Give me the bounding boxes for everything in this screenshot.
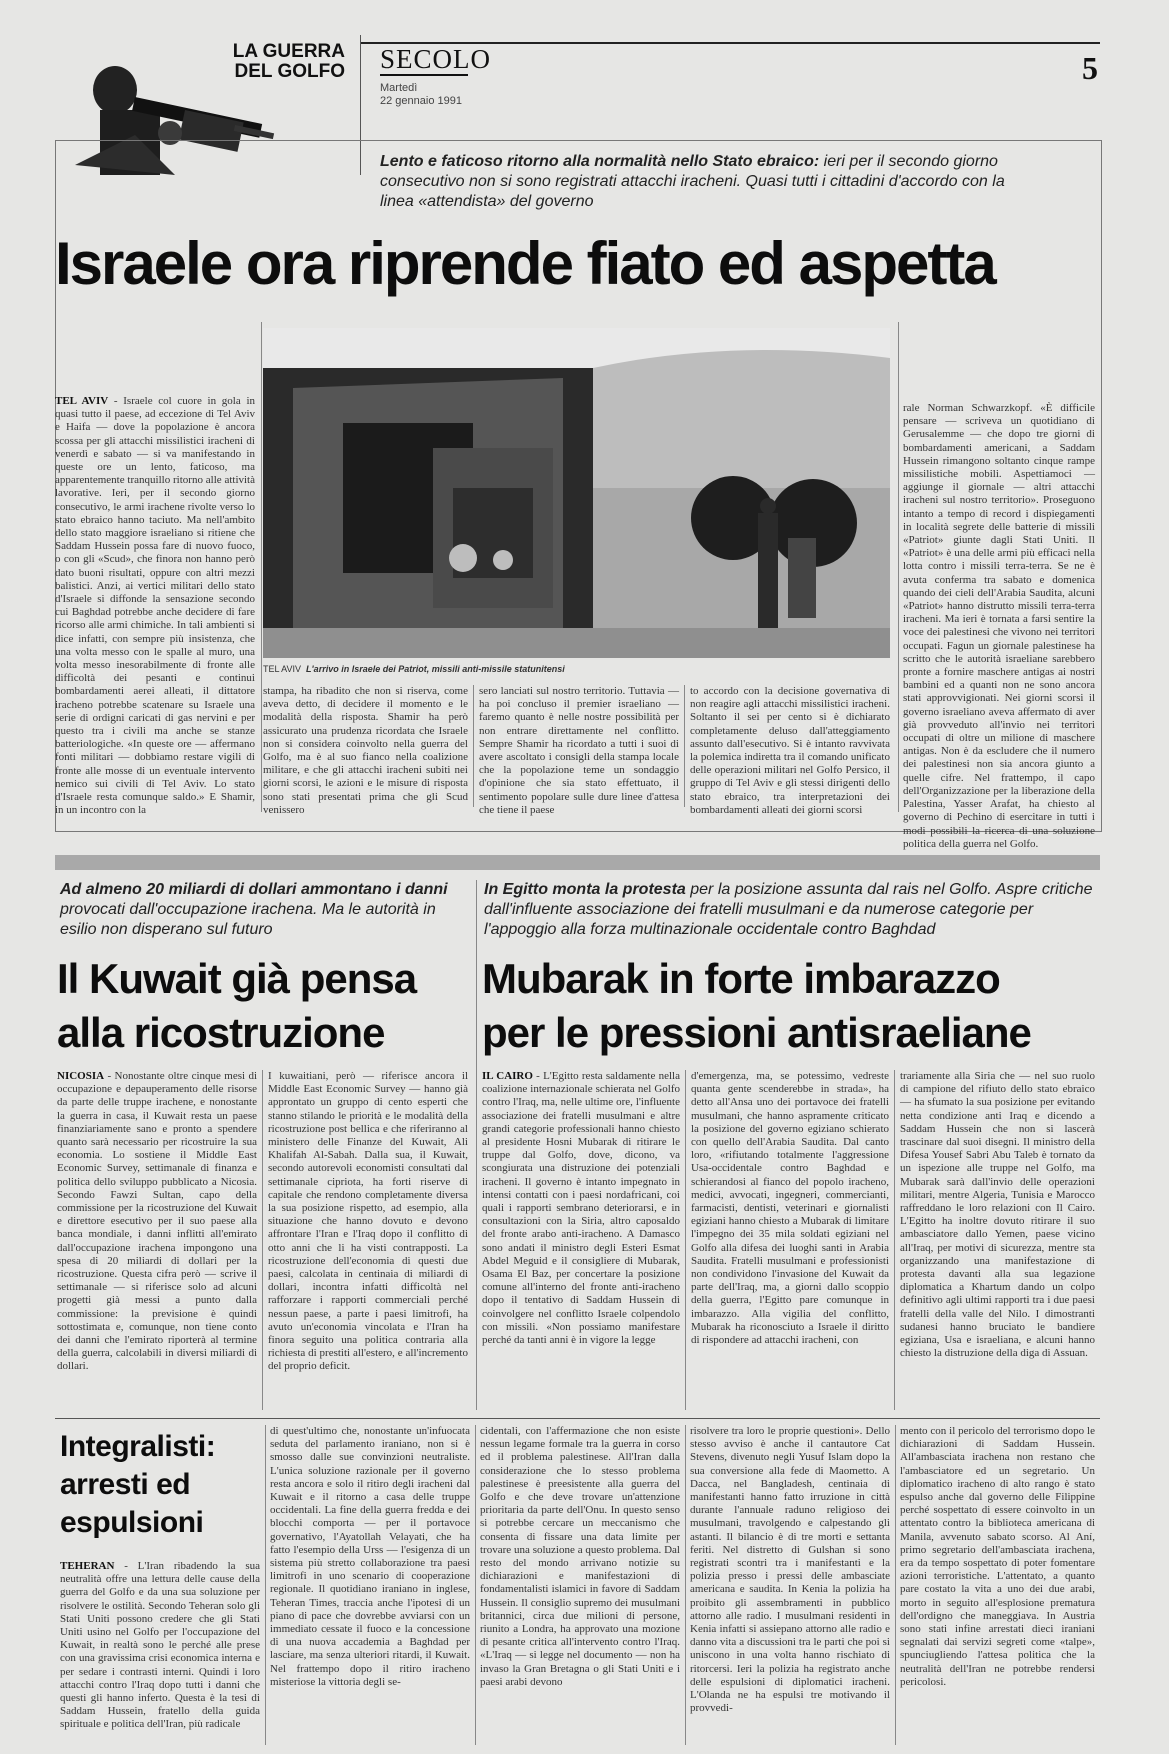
date-full: 22 gennaio 1991 — [380, 95, 462, 107]
kuwait-headline-line1: Il Kuwait già pensa — [57, 955, 417, 1002]
lead-col-3 — [479, 685, 679, 816]
lead-subhead-bold: Lento e faticoso ritorno alla normalità nello Stato ebraico: — [380, 153, 820, 170]
iran-col-2-text: di quest'ultimo che, nonostante un'infuocata seduta del parlamento iraniano, non si è smosso dalle sue convinzioni neutraliste. L'unica soluzione razionale per il governo resta ancora e solo il ritiro degli iracheni dal Kuwait e il ritorno a casa delle truppe occidentali. La fine della guerra fredda e dei blocchi comporta — per il portavoce governativo, l'Ayatollah Velayati, che ha fatto l'esempio della Urss — l'esigenza di un sistema più stretto collaborazione tra paesi limitrofi in uno scenario di cooperazione regionale. Il quotidiano iraniano in inglese, Teheran Times, traccia anche l'ipotesi di un piano di pace che dovrebbe avviarsi con un immediato cessate il fuoco e la concessione di una nuova accademia a Baghdad per lasciare, ma senza ulteriori ritardi, il Kuwait. Nel frattempo dopo il ritiro iracheno misteriose la vittoria degli se- — [270, 1425, 470, 1688]
patriot-illustration — [263, 328, 890, 658]
lead-vrule-2 — [473, 685, 474, 807]
egypt-vrule-2 — [894, 1070, 895, 1410]
lead-headline: Israele ora riprende fiato ed aspetta — [55, 230, 995, 297]
iran-vrule-1 — [265, 1425, 266, 1745]
lead-col-1 — [55, 395, 256, 817]
kuwait-col-2-text: I kuwaitiani, però — riferisce ancora il Middle East Economic Survey — hanno già approntato un gruppo di cento esperti che stanno stilando le priorità e le modalità della ricostruzione post bellica e che riferiranno al ministero delle Finanze del Kuwait, Ali Khalifah Al-Sabah. Dalla sua, il Kuwait, secondo autorevoli economisti consultati dal settimanale cipriota, ha forti riserve di capitale che rendono completamente diversa la sua posizione rispetto, ad esempio, alla situazione che hanno dovuto e devono affrontare l'Iran e l'Iraq dopo il conflitto di otto anni che li ha visti contrapposti. La ricostruzione dell'economia di questi due paesi, calcolata in centinaia di miliardi di dollari, incontra infatti difficoltà nel rafforzare i rapporti commerciali perché nessun paese, a parte i paesi limitrofi, ha avuto un'economia vincolata e l'Iran ha finora seguito una politica contraria alla richiesta di prestiti all'estero, e all'incremento del proprio deficit. — [268, 1070, 468, 1373]
lead-col-2 — [263, 685, 468, 816]
egypt-kicker-rest: per la posizione assunta dal rais nel Golfo. Aspre critiche dall'influente associazione dei fratelli musulmani e da numerose categorie per l'appoggio alla forza multinazionale occidentale contro Baghdad — [484, 881, 1093, 938]
kuwait-headline-line2: alla ricostruzione — [57, 1009, 385, 1056]
iran-vrule-3 — [685, 1425, 686, 1745]
kuwait-col-1-text: - Nonostante oltre cinque mesi di occupazione e depauperamento delle risorse da parte delle truppe irachene, e nonostante la guerra in casa, il Kuwait resta un paese finanziariamente sano e pronto a spendere quanto sarà necessario per ricostruire la sua economia. Lo sostiene il Middle East Economic Survey, settimanale di finanza e politica dello sviluppo pubblicato a Nicosia. Secondo Fawzi Sultan, capo della commissione per la ricostruzione del Kuwait e direttore esecutivo per il suo paese alla banca mondiale, i danni inflitti all'emirato dall'occupazione irachena impongono una spesa di 20 miliardi di dollari per la ricostruzione. Questa cifra però — scrive il settimanale — si riferisce solo ad alcuni progetti già messi a punto dalla commissione: la previsione è quindi sottostimata e, comunque, non tiene conto dei danni che l'emirato riporterà al termine della guerra, calcolabili in diversi miliardi di dollari. — [57, 1070, 257, 1373]
lead-col-4-text: to accordo con la decisione governativa di non reagire agli attacchi missilistici iracheni. Soltanto il sei per cento si è dichiarato completamente deluso dall'atteggiamento assunto dall'esecutivo. Si è intanto ravvivata la polemica indiretta tra il comando unificato delle operazioni militari nel Golfo Persico, il gruppo di Tel Aviv e gli stessi dirigenti dello stato ebraico, tra interpretazioni dei bombardamenti alleati dei giorni scorsi — [690, 685, 890, 816]
egypt-headline-line1: Mubarak in forte imbarazzo — [482, 955, 1000, 1002]
lead-subhead-rest: ieri per il secondo giorno consecutivo non si sono registrati attacchi iracheni. Quasi tutti i cittadini d'accordo con la linea «attendista» del governo — [380, 153, 1005, 210]
kuwait-col-1 — [57, 1070, 257, 1410]
iran-col-3 — [480, 1425, 680, 1745]
egypt-vrule-1 — [685, 1070, 686, 1410]
lead-col-3-text: sero lanciati sul nostro territorio. Tuttavia — ha poi concluso il premier israeliano — faremo quanto è nelle nostre possibilità per non entrare direttamente nel conflitto. Sempre Shamir ha ricordato a tutti i suoi di avere ascoltato i consigli della stampa locale che la popolazione teme un sondaggio d'opinione che sia stato effettuato, il sentimento popolare sulle dure linee d'attesa che tiene il paese — [479, 685, 679, 816]
masthead-rule — [380, 74, 468, 76]
masthead-logo: SECOLO — [380, 44, 492, 74]
issue-date — [380, 82, 462, 108]
lead-dateline: TEL AVIV — [55, 395, 109, 407]
egypt-col-1 — [482, 1070, 680, 1410]
lead-col-4 — [690, 685, 890, 816]
egypt-dateline: IL CAIRO — [482, 1070, 533, 1082]
iran-vrule-4 — [895, 1425, 896, 1745]
lead-subhead — [380, 152, 1020, 212]
kuwait-col-2 — [268, 1070, 468, 1410]
egypt-headline-line2: per le pressioni antisraeliane — [482, 1009, 1031, 1056]
egypt-col-3-text: trariamente alla Siria che — nel suo ruolo di campione del rifiuto dello stato ebraico — ha sfumato la sua posizione per evitando netta condizione anti Iraq e dicendo a Saddam Hussein che non si lascerà trascinare dal suoi disegni. Il ministro della Difesa Yousef Sabri Abu Taleb è tornato da un ispezione alle truppe nel Golfo, ma Mubarak sarà dall'invio delle operazioni militari, mentre Algeria, Tunisia e Marocco raffreddano le loro relazioni con Il Cairo. L'Egitto ha inoltre dovuto ritirare il suo ambasciatore dallo Yemen, paese vicino all'Iraq, per motivi di sicurezza, mentre sta organizzando una manifestazione di protesta davanti alla sua legazione diplomatica a Khartum dando un colpo definitivo agli ultimi rapporti tra i due paesi fratelli della valle del Nilo. I dimostranti sudanesi hanno bruciato le bandiere egiziana, Usa e israeliana, e alcuni hanno chiesto la distruzione della diga di Assuan. — [900, 1070, 1095, 1360]
section-kicker — [230, 42, 345, 82]
egypt-headline — [482, 952, 1097, 1060]
lead-vrule-3 — [684, 685, 685, 807]
iran-col-1 — [60, 1560, 260, 1745]
lead-vrule-5 — [898, 322, 899, 812]
bottom-section-rule — [55, 1418, 1100, 1419]
iran-col-3-text: cidentali, con l'affermazione che non esiste nessun legame formale tra la guerra in corso ed il problema palestinese. All'Iran dalla considerazione che lo stesso problema palestinese è preesistente alla guerra del Golfo e che deve trovare un'attenzione prioritaria da parte dell'Onu. In questo senso si potrebbe cercare un meccanismo che consenta di fissare una data limite per trovare una soluzione a questo problema. Dal resto del mondo arrivano notizie su dichiarazioni e manifestazioni di fondamentalisti islamici in favore di Saddam Hussein. Il consiglio supremo dei musulmani britannici, circa due milioni di persone, riunito a Londra, ha approvato una mozione di pesante critica all'intervento contro l'Iraq. «L'Iraq — si legge nel documento — non ha invaso la Gran Bretagna o gli Stati Uniti e i paesi arabi devono — [480, 1425, 680, 1688]
kuwait-kicker-rest: provocati dall'occupazione irachena. Ma le autorità in esilio non disperano sul futuro — [60, 901, 436, 938]
egypt-kicker-bold: In Egitto monta la protesta — [484, 881, 686, 898]
photo-caption — [263, 664, 565, 674]
egypt-col-2-text: d'emergenza, ma, se potessimo, vedreste quanta gente scenderebbe in strada», ha detto all'Ansa uno dei portavoce dei fratelli musulmani, che hanno aspramente criticato la posizione del governo egiziano schierato con quello dell'Arabia Saudita. Dal canto loro, «rifiutando totalmente l'aggressione Usa-occidentale contro Baghdad e schierandosi al fianco del popolo iracheno, medici, avvocati, ingegneri, commercianti, farmacisti, dentisti, veterinari e giornalisti egiziani hanno chiesto a Mubarak di limitare l'impegno dei 35 mila soldati egiziani nel Golfo alla difesa dei luoghi santi in Arabia Saudita. Fratelli musulmani e professionisti non condividono l'invasione del Kuwait da parte dell'Iraq, ma, a giorni dallo scoppio della guerra, l'Egitto pare comunque in imbarazzo. Alla vigilia del conflitto, Mubarak ha riconosciuto a Israele il diritto di rispondere ad attacchi iracheni, con — [691, 1070, 889, 1347]
iran-col-1-text: - L'Iran ribadendo la sua neutralità offre una lettura delle cause della guerra del Golfo e da una sua soluzione per risolvere le ostilità. Secondo Teheran solo gli Stati Uniti possono credere che gli Stati Uniti usino nel Golfo per l'occupazione del Kuwait, in realtà sono le perché alle prese con una gravissima crisi economica interna e per sedare i contrasti interni. Quindi i loro attacchi contro l'Iraq dopo tutti i danni che questi gli hanno inferto. Questa è la tesi di Saddam Hussein, fratello della guida spirituale e politica dell'Iran, più radicale — [60, 1560, 260, 1731]
iran-vrule-2 — [475, 1425, 476, 1745]
caption-place: TEL AVIV — [263, 664, 302, 674]
lead-col-5-text: rale Norman Schwarzkopf. «È difficile pensare — scriveva un quotidiano di Gerusalemme — che dopo tre giorni di bombardamenti americani, a Saddam Hussein rimangono soltanto cinque rampe missilistiche mobili. Aspettiamoci — aggiunge il giornale — altri attacchi iracheni sul nostro territorio». Proseguono intanto a tempo di record i dispiegamenti in località segrete delle batterie di missili «Patriot» giunte dagli Stati Uniti. Il «Patriot» è una delle armi più efficaci nella lotta contro i missili terra-terra. Se ne è avuta conferma tra sabato e domenica quando dei cieli dell'Arabia Saudita, alcuni «Patriot» hanno distrutto missili terra-terra iracheni. Ma ieri è tornata a farsi sentire la voce dei palestinesi che vivono nei territori occupati. Fagun un giornale palestinese ha scritto che le autorità israeliane sarebbero pronte a fornire maschere antigas ai nostri bambini ed a quanti non ne sono ancora stati approvvigionati. Nei giorni scorsi il governo israeliano aveva affermato di aver già provveduto all'invio nei territori occupati di oltre un milione di maschere antigas. Non è da escludere che il numero dei palestinesi non sia ancora giunto a quelle cifre. Nel frattempo, il capo dell'Organizzazione per la liberazione della Palestina, Yasser Arafat, ha chiesto al governo di Pechino di esercitare in tutti i modi possibili la ricerca di una soluzione politica della guerra nel Golfo. — [903, 402, 1095, 850]
story-divider-vrule — [476, 880, 477, 1410]
section-divider-band — [55, 855, 1100, 870]
kuwait-kicker-bold: Ad almeno 20 miliardi di dollari ammontano i danni — [60, 881, 448, 898]
lead-vrule-1 — [261, 322, 262, 812]
iran-col-5 — [900, 1425, 1095, 1745]
iran-dateline: TEHERAN — [60, 1560, 115, 1572]
lead-col-5 — [903, 402, 1095, 850]
iran-headline: Integralisti: arresti ed espulsioni — [60, 1430, 216, 1539]
iran-col-4-text: risolvere tra loro le proprie questioni». Dello stesso avviso è anche il cantautore Cat Stevens, divenuto negli Yusuf Islam dopo la sua conversione alla fede di Maometto. A Dacca, nel Bangladesh, centinaia di manifestanti hanno fatto irruzione in città durante l'annuale raduno religioso dei musulmani, travolgendo e calpestando gli astanti. Il bilancio è di tre morti e settanta feriti. Nel distretto di Gulshan si sono registrati scontri tra i manifestanti e la polizia presso i pressi delle ambasciate americana e saudita. In Kenia la polizia ha proibito gli assembramenti in pubblico attorno alle radio. I musulmani residenti in Kenia infatti si assiepano attorno alle radio e danno vita a discussioni tra le parti che poi si uniscono in una volta hanno rischiato di ritorcersi. Ieri la polizia ha registrato anche delle espulsioni di diplomatici iracheni. L'Olanda ne ha espulsi tre motivando il provvedi- — [690, 1425, 890, 1715]
caption-text: L'arrivo in Israele dei Patriot, missili anti-missile statunitensi — [306, 664, 565, 674]
egypt-col-1-text: - L'Egitto resta saldamente nella coalizione internazionale schierata nel Golfo contro l'Iraq, ma, nelle ultime ore, l'influente associazione dei fratelli musulmani e altre grandi categorie professionali hanno chiesto al presidente Hosni Mubarak di ritirare le truppe dal Golfo, dove, dicono, va scongiurata una distruzione dei potenziali iracheni. Il governo è intanto impegnato in intensi contatti con i paesi nordafricani, coi quali i rapporti sembrano deteriorarsi, e in consultazioni con la Siria, altro caposaldo del fronte arabo anti-iracheno. A Damasco sono andati il ministro degli Esteri Esmat Abdel Meguid e il consigliere di Mubarak, Osama El Baz, per concertare la posizione comune all'interno del fronte anti-iracheno dopo il tentativo di Saddam Hussein di coinvolgere nel conflitto Israele colpendolo con missili. «Non possiamo manifestare perché da tanti anni è in vigore la legge — [482, 1070, 680, 1347]
egypt-col-2 — [691, 1070, 889, 1410]
kuwait-vrule — [262, 1070, 263, 1410]
iran-col-5-text: mento con il pericolo del terrorismo dopo le dichiarazioni di Saddam Hussein. All'ambasciata irachena non restano che l'ambasciatore ed un segretario. Un diplomatico iracheno di alto rango è stato espulso anche dal governo delle Filippine perché sospettato di essere coinvolto in un attentato contro la biblioteca americana di Manila, avvenuto sabato scorso. Al Aní, primo segretario dell'ambasciata irachena, era da tempo sospettato di poter fomentare azioni terroristiche. L'attentato, a quanto pare costato la vita a uno dei due arabi, morto in seguito all'esplosione prematura dell'ordigno che maneggiava. In Austria sono stati infine arrestati dieci iraniani segnalati dai servizi segreti come «talpe», spunciugliendo l'attesa politica che la neutralità dell'Iran ne potrebbe rendersi pericolosi. — [900, 1425, 1095, 1688]
kuwait-headline — [57, 952, 457, 1060]
lead-col-2-text: stampa, ha ribadito che non si riserva, come aveva detto, di decidere il momento e le modalità della risposta. Shamir ha però assicurato una prudenza ricordata che Israele non si considera coinvolto nella guerra del Golfo, ma è al suo fianco nella coalizione militare, e che gli attacchi iracheni subiti nei giorni scorsi, le azioni e le misure di risposta sono stati presentati prima che gli Scud venissero — [263, 685, 468, 816]
egypt-col-3 — [900, 1070, 1095, 1410]
kuwait-dateline: NICOSIA — [57, 1070, 105, 1082]
page-number: 5 — [1082, 50, 1098, 86]
lead-col-1-text: - Israele col cuore in gola in quasi tutto il paese, ad eccezione di Tel Aviv e Haifa — dove la popolazione è ancora scossa per gli attacchi missilistici iracheni di venerdì e sabato — si va manifestando in queste ore un lento, faticoso, ma apparentemente tranquillo ritorno alle attività lavorative. Ieri, per il secondo giorno consecutivo, le armi irachene rivolte verso lo stato ebraico hanno taciuto. Ma nell'ambito dello stato maggiore israeliano si ritiene che Saddam Hussein possa fare di nuovo fuoco, o con gli «Scud», che finora non hanno però dato buoni risultati, oppure con altri mezzi balistici. Anzi, ai vertici militari dello stato d'Israele si diffonde la sensazione secondo cui Baghdad potrebbe anche decidere di fare ricorso alle armi chimiche. In tali ambienti si dice infatti, con sempre più insistenza, che una volta messo con le spalle al muro, una volta messo inesorabilmente di fronte alle difficoltà dei pesanti e continui bombardamenti aerei alleati, il dittatore iracheno potrebbe scatenare su Israele una serie di ordigni caricati di gas nervini e per questo tra i civili ma anche se stanze batteriologiche. «In queste ore — affermano fonti militari — dobbiamo restare vigili di fronte alle mosse di un eventuale intervento nemico sui civili di Tel Aviv. Lo stato d'Israele resta comunque saldo.» E Shamir, in un incontro con la — [55, 395, 256, 817]
iran-col-2 — [270, 1425, 470, 1745]
iran-col-4 — [690, 1425, 890, 1745]
kicker-text: LA GUERRA DEL GOLFO — [232, 41, 345, 82]
patriot-photo — [263, 328, 890, 658]
egypt-kicker — [484, 880, 1094, 940]
date-weekday: Martedì — [380, 82, 418, 94]
kuwait-kicker — [60, 880, 460, 940]
